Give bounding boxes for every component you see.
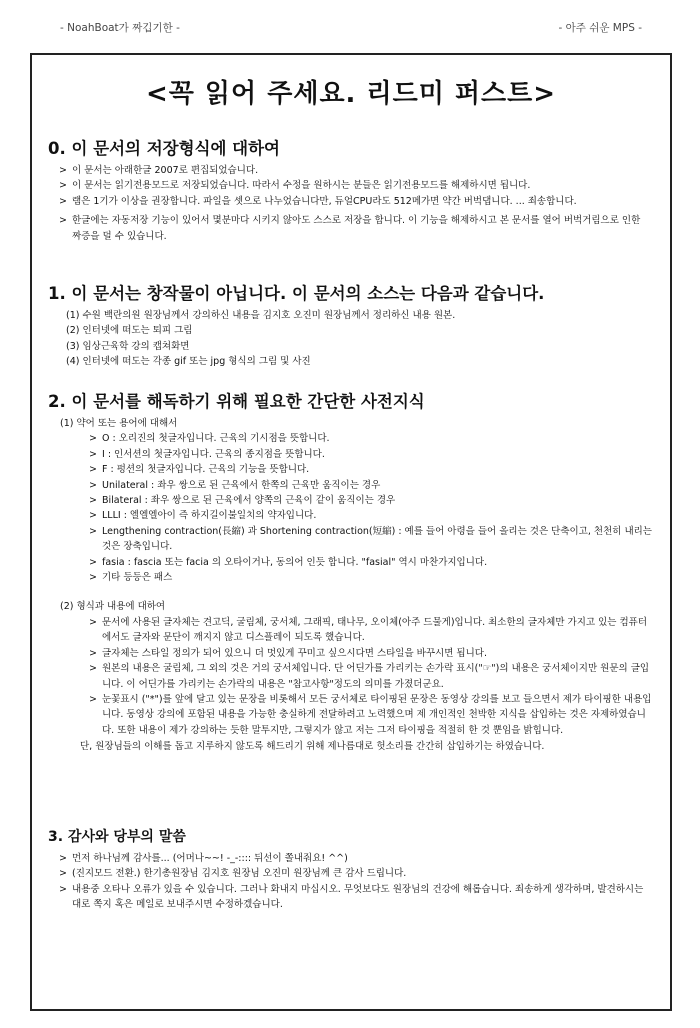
section-storage-format <box>32 138 670 244</box>
list-item: (2) 인터넷에 떠도는 퇴피 그림 <box>66 325 193 337</box>
format-note: 단, 원장님들의 이해를 돕고 지루하지 않도록 해드리기 위해 제나름대로 헛소리를 간간히 삽입하기는 하였습니다. <box>80 741 545 753</box>
list-item: > Lengthening contraction(長縮) 과 Shortening contraction(短縮) : 예를 들어 아령을 들어 올리는 것은 단축이고, 천천히 내리는 것은 장축입니다. <box>54 524 670 555</box>
list-item: (4) 인터넷에 떠도는 각종 gif 또는 jpg 형식의 그림 및 사진 <box>66 356 311 368</box>
list-item: > Bilateral : 좌우 쌍으로 된 근육에서 양쪽의 근육이 같이 움직이는 경우 <box>54 493 670 508</box>
header-right-text: - 아주 쉬운 MPS - <box>558 22 642 34</box>
list-item: > 먼저 하나님께 감사를... (어머나~~! -_-:::: 뒤선이 쫄내줘요! ^^) <box>32 851 670 866</box>
list-item: > 기타 등등은 패스 <box>54 570 670 585</box>
section-heading: 1. 이 문서는 창작물이 아닙니다. 이 문서의 소스는 다음과 같습니다. <box>48 284 545 303</box>
section-heading: 2. 이 문서를 해독하기 위해 필요한 간단한 사전지식 <box>48 392 425 411</box>
section-thanks <box>32 827 670 913</box>
subsection-label: (2) 형식과 내용에 대하여 <box>60 601 166 613</box>
list-item: (3) 임상근육학 강의 캡쳐화면 <box>66 340 190 352</box>
list-item: > 눈꽃표시 ("*")를 앞에 달고 있는 문장을 비롯해서 모든 궁서체로 타이핑된 문장은 동영상 강의를 보고 들으면서 제가 타이핑한 내용입니다. 동영상 강의에 포함된 내용을 가능한 충실하게 전달하려고 노력했으며 제 개인적인 천박한 지식을 삽입하는 것은 자제하였습니다. 또한 내용이 제가 강의하는 듯한 말투지만, 그렇지가 않고 저는 그저 타이핑을 적절히 한 것 뿐임을 밝힙니다. <box>54 692 670 738</box>
list-item: > 원본의 내용은 굴림체, 그 외의 것은 거의 궁서체입니다. 단 어딘가를 가리키는 손가락 표시("☞")의 내용은 궁서체이지만 원문의 글입니다. 이 어딘가를 가리키는 손가락의 내용은 "참고사항"정도의 의미를 가졌더군요. <box>54 661 670 692</box>
term-list <box>54 431 670 585</box>
section-heading: 0. 이 문서의 저장형식에 대하여 <box>48 139 280 158</box>
list-item: > fasia : fascia 또는 facia 의 오타이거나, 동의어 인듯 합니다. "fasial" 역시 마찬가지입니다. <box>54 555 670 570</box>
list-item: > I : 인서션의 첫글자입니다. 근육의 종지점을 뜻합니다. <box>54 447 670 462</box>
section-sources <box>32 283 670 370</box>
list-item: > Unilateral : 좌우 쌍으로 된 근육에서 한쪽의 근육만 움직이는 경우 <box>54 478 670 493</box>
list-item: > 한글에는 자동저장 기능이 있어서 몇분마다 시키지 않아도 스스로 저장을 합니다. 이 기능을 해제하시고 본 문서를 열어 버벅거림으로 인한 짜증을 덜 수 있습니다. <box>32 213 670 244</box>
readme-frame <box>30 53 672 1011</box>
list-item: > F : 펑션의 첫글자입니다. 근육의 기능을 뜻합니다. <box>54 462 670 477</box>
header-left-text: - NoahBoat가 짜깁기한 - <box>60 22 180 34</box>
bullet-list <box>32 851 670 913</box>
format-list <box>54 615 670 738</box>
bullet-list <box>32 163 670 244</box>
numbered-list <box>32 308 670 370</box>
list-item: > 문서에 사용된 글자체는 견고딕, 굴림체, 궁서체, 그래픽, 태나무, 오이체(아주 드물게)입니다. 최소한의 글자체만 가지고 있는 컴퓨터에서도 글자와 문단이 깨지지 않고 디스플레이 되도록 했습니다. <box>54 615 670 646</box>
list-item: > (진지모드 전환.) 한기총원장님 김지호 원장님 오진미 원장님께 큰 감사 드립니다. <box>32 866 670 881</box>
page-title: <꼭 읽어 주세요. 리드미 퍼스트> <box>145 79 557 109</box>
list-item: > 이 문서는 아래한글 2007로 편집되었습니다. <box>32 163 670 178</box>
subsection-label: (1) 약어 또는 용어에 대해서 <box>60 418 178 429</box>
list-item: > O : 오리진의 첫글자입니다. 근육의 기시점을 뜻합니다. <box>54 431 670 446</box>
list-item: > 이 문서는 읽기전용모드로 저장되었습니다. 따라서 수정을 원하시는 분들은 읽기전용모드를 해제하시면 됩니다. <box>32 178 670 193</box>
section-prerequisites <box>32 391 670 755</box>
list-item: > 램은 1기가 이상을 권장합니다. 파일을 셋으로 나누었습니다만, 듀얼CPU라도 512메가면 약간 버벅댑니다. ... 죄송합니다. <box>32 194 670 209</box>
list-item: > 글자체는 스타일 정의가 되어 있으니 더 멋있게 꾸미고 싶으시다면 스타일을 바꾸시면 됩니다. <box>54 646 670 661</box>
section-heading: 3. 감사와 당부의 말씀 <box>48 829 186 845</box>
list-item: > LLLI : 엘엘엘아이 즉 하지길이불일치의 약자입니다. <box>54 508 670 523</box>
list-item: (1) 수원 백란의원 원장님께서 강의하신 내용을 김지호 오진미 원장님께서 정리하신 내용 원본. <box>66 310 456 321</box>
list-item: > 내용중 오타나 오류가 있을 수 있습니다. 그러나 화내지 마십시오. 무엇보다도 원장님의 건강에 해롭습니다. 죄송하게 생각하며, 발견하시는 대로 쪽지 혹은 메일로 보내주시면 수정하겠습니다. <box>32 882 670 913</box>
